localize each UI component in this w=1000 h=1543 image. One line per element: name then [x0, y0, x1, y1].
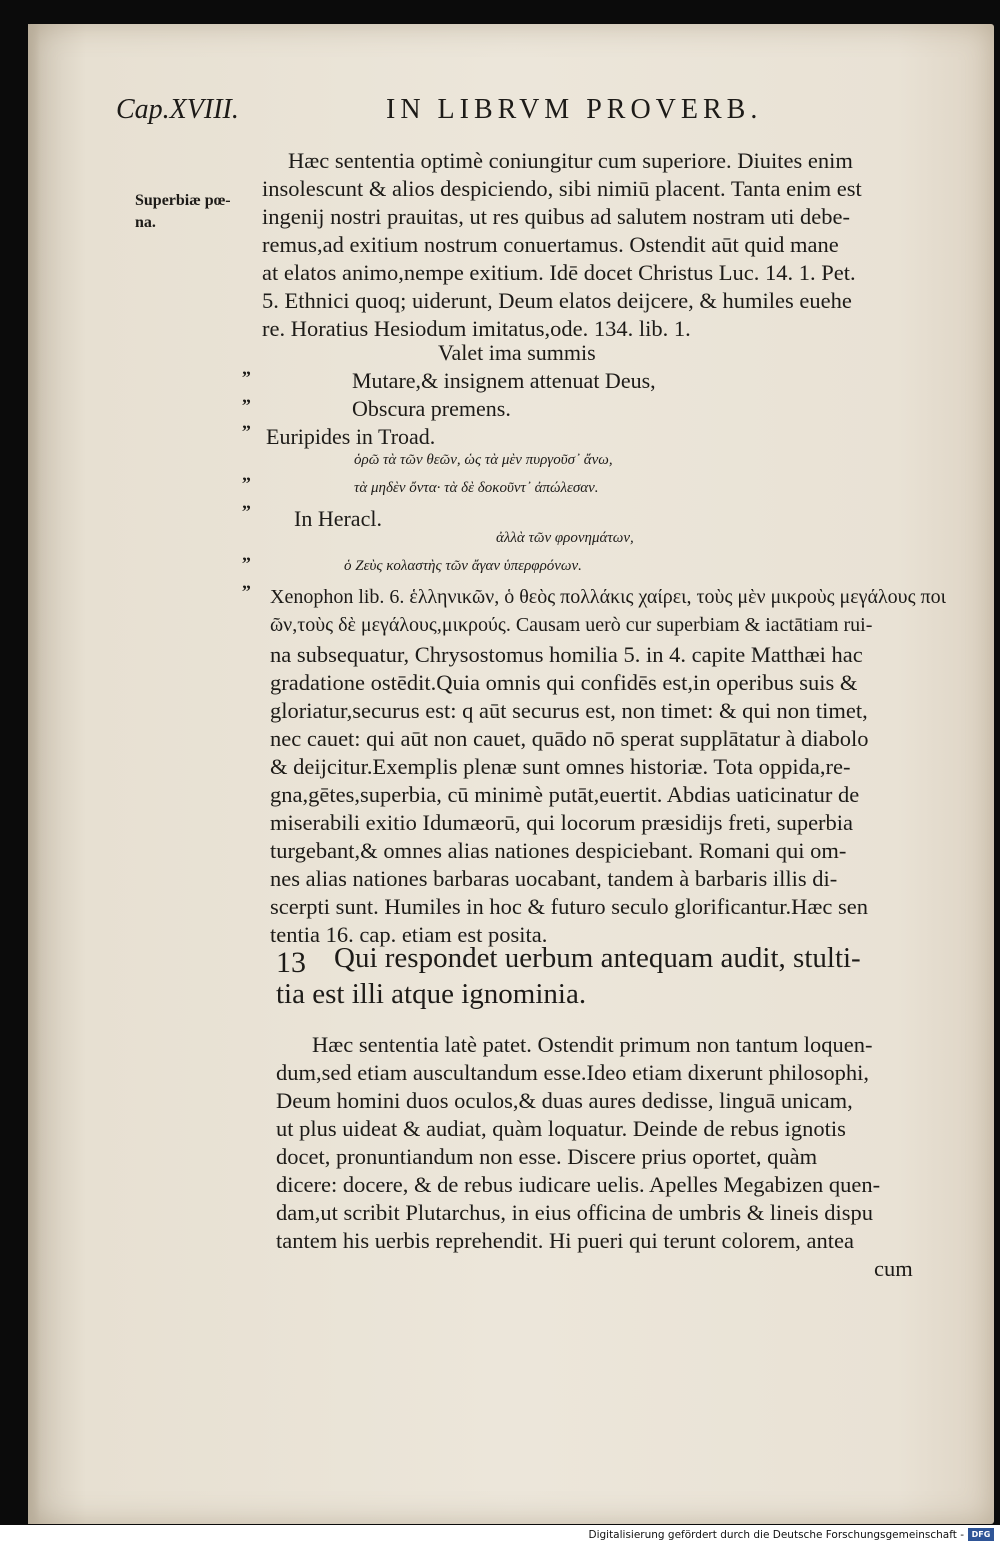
body-line: remus,ad exitium nostrum conuertamus. Ostendit aūt quid mane — [262, 232, 839, 257]
body-line: ingenij nostri prauitas, ut res quibus ad salutem nostram uti debe- — [262, 204, 851, 229]
body-line: gna,gētes,superbia, cū minimè putāt,euertit. Abdias uaticinatur de — [270, 782, 860, 807]
body-line: & deijcitur.Exemplis plenæ sunt omnes historiæ. Tota oppida,re- — [270, 754, 851, 779]
greek-line: ὁρῶ τὰ τῶν θεῶν, ὡς τὰ μὲν πυργοῦσ᾽ ἄνω, — [354, 452, 613, 468]
quote-mark: „ — [242, 572, 251, 592]
margin-note-line: na. — [135, 214, 156, 231]
body-line: docet, pronuntiandum non esse. Discere prius oportet, quàm — [276, 1144, 818, 1169]
body-line: turgebant,& omnes alias nationes despiciebant. Romani qui om- — [270, 838, 847, 863]
body-line: tantem his uerbis reprehendit. Hi pueri qui terunt colorem, antea — [276, 1228, 854, 1253]
quote-line: Mutare,& insignem attenuat Deus, — [352, 368, 656, 393]
body-line: gradatione ostēdit.Quia omnis qui confidēs est,in operibus suis & — [270, 670, 858, 695]
body-line: 5. Ethnici quoq; uiderunt, Deum elatos deijcere, & humiles euehe — [262, 288, 852, 313]
funding-notice: Digitalisierung gefördert durch die Deutsche Forschungsgemeinschaft - — [588, 1529, 964, 1541]
verse-line: tia est illi atque ignominia. — [276, 978, 587, 1010]
verse-line: Qui respondet uerbum antequam audit, stulti- — [334, 942, 861, 974]
body-line: Hæc sententia latè patet. Ostendit primum non tantum loquen- — [312, 1032, 873, 1057]
body-line: ῶν,τοὺς δὲ μεγάλους,μικρούς. Causam uerò cur superbiam & iactātiam rui- — [270, 614, 873, 636]
body-line: re. Horatius Hesiodum imitatus,ode. 134. lib. 1. — [262, 316, 691, 341]
body-line: Deum homini duos oculos,& duas aures dedisse, linguā unicam, — [276, 1088, 853, 1113]
citation-label: In Heracl. — [294, 506, 382, 531]
greek-line: ὁ Ζεὺς κολαστὴς τῶν ἄγαν ὑπερφρόνων. — [344, 558, 582, 574]
body-line: nes alias nationes barbaras uocabant, tandem à barbaris illis di- — [270, 866, 838, 891]
citation-label: Euripides in Troad. — [266, 424, 436, 449]
quote-line: Obscura premens. — [352, 396, 511, 421]
body-line: dicere: docere, & de rebus iudicare uelis. Apelles Megabizen quen- — [276, 1172, 881, 1197]
quote-mark: „ — [242, 386, 251, 406]
body-line: dam,ut scribit Plutarchus, in eius officina de umbris & lineis dispu — [276, 1200, 874, 1225]
running-title: IN LIBRVM PROVERB. — [386, 94, 763, 125]
margin-note-line: Superbiæ pœ- — [135, 192, 231, 209]
dfg-logo-icon: DFG — [968, 1528, 994, 1541]
greek-line: τὰ μηδὲν ὄντα· τὰ δὲ δοκοῦντ᾽ ἀπώλεσαν. — [354, 480, 599, 496]
body-line: miserabili exitio Idumæorū, qui locorum præsidijs freti, superbia — [270, 810, 854, 835]
quote-mark: „ — [242, 412, 251, 432]
body-line: nec cauet: qui aūt non cauet, quādo nō sperat supplātatur à diabolo — [270, 726, 869, 751]
body-line: Xenophon lib. 6. ἑλληνικῶν, ὁ θεὸς πολλάκις χαίρει, τοὺς μὲν μικροὺς μεγάλους ποι — [270, 586, 946, 608]
body-line: at elatos animo,nempe exitium. Idē docet Christus Luc. 14. 1. Pet. — [262, 260, 856, 285]
body-line: ut plus uideat & audiat, quàm loquatur. Deinde de rebus ignotis — [276, 1116, 846, 1141]
body-line: na subsequatur, Chrysostomus homilia 5. in 4. capite Matthæi hac — [270, 642, 863, 667]
body-line: tentia 16. cap. etiam est posita. — [270, 922, 548, 947]
quote-line: Valet ima summis — [438, 340, 596, 365]
quote-mark: „ — [242, 358, 251, 378]
quote-mark: „ — [242, 492, 251, 512]
body-line: scerpti sunt. Humiles in hoc & futuro seculo glorificantur.Hæc sen — [270, 894, 869, 919]
verse-number: 13 — [276, 946, 306, 979]
body-line: insolescunt & alios despiciendo, sibi nimiū placent. Tanta enim est — [262, 176, 862, 201]
footer-bar — [0, 1525, 1000, 1543]
body-line: dum,sed etiam auscultandum esse.Ideo etiam dixerunt philosophi, — [276, 1060, 869, 1085]
greek-line: ἀλλὰ τῶν φρονημάτων, — [496, 530, 634, 546]
body-line: Hæc sententia optimè coniungitur cum superiore. Diuites enim — [288, 148, 853, 173]
body-line: gloriatur,securus est: q aūt securus est, non timet: & qui non timet, — [270, 698, 868, 723]
quote-mark: „ — [242, 464, 251, 484]
chapter-label: Cap.XVIII. — [116, 94, 239, 125]
catchword: cum — [874, 1256, 913, 1281]
quote-mark: „ — [242, 544, 251, 564]
